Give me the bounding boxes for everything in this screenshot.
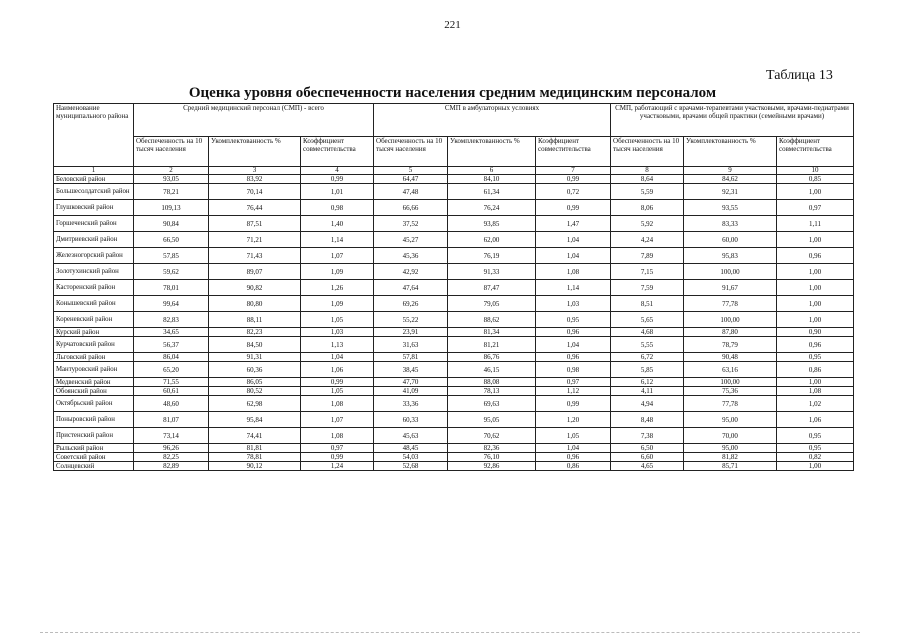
table-cell: 91,31: [209, 353, 301, 362]
table-row: [54, 362, 854, 378]
table-cell: 48,60: [134, 396, 209, 412]
table-cell: 0,95: [777, 444, 854, 453]
table-cell: 1,14: [536, 280, 611, 296]
table-cell: 1,03: [536, 296, 611, 312]
column-index: 10: [777, 167, 854, 175]
table-row: [54, 337, 854, 353]
table-cell: 60,00: [684, 232, 777, 248]
header-provision: Обеспеченность на 10 тысяч населения: [611, 137, 684, 167]
table-cell: 88,62: [448, 312, 536, 328]
table-row: [54, 444, 854, 453]
table-cell: 81,07: [134, 412, 209, 428]
district-name: Курский район: [54, 328, 134, 337]
district-name: Кореневский район: [54, 312, 134, 328]
table-row: [54, 378, 854, 387]
table-cell: 1,01: [301, 184, 374, 200]
table-cell: 75,36: [684, 387, 777, 396]
table-cell: 82,89: [134, 462, 209, 471]
table-cell: 87,51: [209, 216, 301, 232]
table-cell: 76,10: [448, 453, 536, 462]
district-name: Октябрьский район: [54, 396, 134, 412]
table-cell: 78,01: [134, 280, 209, 296]
table-cell: 4,68: [611, 328, 684, 337]
table-cell: 1,12: [536, 387, 611, 396]
table-cell: 5,59: [611, 184, 684, 200]
table-cell: 95,05: [448, 412, 536, 428]
table-cell: 5,55: [611, 337, 684, 353]
table-cell: 100,00: [684, 312, 777, 328]
table-cell: 41,09: [374, 387, 448, 396]
table-cell: 91,67: [684, 280, 777, 296]
table-row: [54, 312, 854, 328]
table-cell: 1,47: [536, 216, 611, 232]
table-cell: 4,94: [611, 396, 684, 412]
table-cell: 57,85: [134, 248, 209, 264]
district-name: Дмитриевский район: [54, 232, 134, 248]
district-name: Горшеченский район: [54, 216, 134, 232]
table-cell: 62,98: [209, 396, 301, 412]
table-cell: 55,22: [374, 312, 448, 328]
table-cell: 100,00: [684, 264, 777, 280]
table-row: [54, 353, 854, 362]
table-cell: 4,11: [611, 387, 684, 396]
table-cell: 95,00: [684, 444, 777, 453]
table-cell: 82,25: [134, 453, 209, 462]
district-name: Солнцевский: [54, 462, 134, 471]
table-row: [54, 280, 854, 296]
table-cell: 78,13: [448, 387, 536, 396]
table-cell: 1,07: [301, 412, 374, 428]
table-cell: 95,00: [684, 412, 777, 428]
table-cell: 93,05: [134, 175, 209, 184]
table-cell: 1,09: [301, 296, 374, 312]
header-district-name: Наименование муниципального района: [54, 104, 134, 167]
table-cell: 0,72: [536, 184, 611, 200]
table-cell: 0,99: [301, 453, 374, 462]
table-cell: 88,08: [448, 378, 536, 387]
table-cell: 80,80: [209, 296, 301, 312]
table-cell: 0,85: [777, 175, 854, 184]
table-cell: 81,21: [448, 337, 536, 353]
district-name: Курчатовский район: [54, 337, 134, 353]
table-cell: 1,08: [301, 396, 374, 412]
table-cell: 7,59: [611, 280, 684, 296]
table-cell: 95,83: [684, 248, 777, 264]
table-cell: 60,33: [374, 412, 448, 428]
table-cell: 7,89: [611, 248, 684, 264]
table-cell: 38,45: [374, 362, 448, 378]
table-cell: 47,64: [374, 280, 448, 296]
table-cell: 8,51: [611, 296, 684, 312]
table-cell: 99,64: [134, 296, 209, 312]
table-cell: 4,24: [611, 232, 684, 248]
table-cell: 78,79: [684, 337, 777, 353]
table-cell: 1,00: [777, 264, 854, 280]
table-cell: 63,16: [684, 362, 777, 378]
table-cell: 81,82: [684, 453, 777, 462]
staffing-table: [53, 103, 854, 471]
table-cell: 88,11: [209, 312, 301, 328]
table-cell: 1,09: [301, 264, 374, 280]
table-cell: 54,03: [374, 453, 448, 462]
table-cell: 66,66: [374, 200, 448, 216]
table-cell: 0,99: [301, 175, 374, 184]
table-cell: 6,72: [611, 353, 684, 362]
table-cell: 69,26: [374, 296, 448, 312]
table-cell: 1,08: [301, 428, 374, 444]
table-cell: 5,65: [611, 312, 684, 328]
table-cell: 1,03: [301, 328, 374, 337]
table-cell: 90,84: [134, 216, 209, 232]
district-name: Обоянский район: [54, 387, 134, 396]
header-group-primary: СМП, работающий с врачами-терапевтами участковыми, врачами-педиатрами участковыми, врачами общей практики (семейными врачами): [611, 104, 854, 137]
table-cell: 81,34: [448, 328, 536, 337]
table-cell: 0,96: [536, 453, 611, 462]
table-cell: 23,91: [374, 328, 448, 337]
column-index: 9: [684, 167, 777, 175]
column-index: 3: [209, 167, 301, 175]
header-staffing: Укомплектованность %: [448, 137, 536, 167]
table-cell: 4,65: [611, 462, 684, 471]
table-cell: 76,19: [448, 248, 536, 264]
table-cell: 37,52: [374, 216, 448, 232]
table-cell: 1,11: [777, 216, 854, 232]
table-cell: 0,86: [536, 462, 611, 471]
table-cell: 1,13: [301, 337, 374, 353]
table-row: [54, 216, 854, 232]
district-name: Советский район: [54, 453, 134, 462]
table-cell: 0,99: [536, 175, 611, 184]
district-name: Касторенский район: [54, 280, 134, 296]
table-cell: 34,65: [134, 328, 209, 337]
table-cell: 0,99: [536, 396, 611, 412]
staffing-table-container: [53, 103, 853, 471]
district-name: Железногорский район: [54, 248, 134, 264]
table-cell: 0,82: [777, 453, 854, 462]
table-cell: 78,21: [134, 184, 209, 200]
table-cell: 69,63: [448, 396, 536, 412]
table-cell: 1,00: [777, 296, 854, 312]
table-cell: 76,44: [209, 200, 301, 216]
table-row: [54, 462, 854, 471]
table-cell: 1,05: [301, 312, 374, 328]
table-cell: 86,05: [209, 378, 301, 387]
district-name: Пристенский район: [54, 428, 134, 444]
table-cell: 0,99: [301, 378, 374, 387]
header-provision: Обеспеченность на 10 тысяч населения: [134, 137, 209, 167]
table-cell: 1,04: [536, 248, 611, 264]
table-cell: 86,76: [448, 353, 536, 362]
district-name: Мантуровский район: [54, 362, 134, 378]
table-cell: 1,08: [536, 264, 611, 280]
table-cell: 95,84: [209, 412, 301, 428]
district-name: Конышевский район: [54, 296, 134, 312]
table-cell: 59,62: [134, 264, 209, 280]
table-cell: 1,07: [301, 248, 374, 264]
table-cell: 85,71: [684, 462, 777, 471]
table-cell: 0,97: [301, 444, 374, 453]
table-cell: 1,05: [536, 428, 611, 444]
table-row: [54, 232, 854, 248]
table-row: [54, 264, 854, 280]
table-cell: 1,00: [777, 280, 854, 296]
table-cell: 1,04: [536, 337, 611, 353]
table-row: [54, 387, 854, 396]
header-group-total: Средний медицинский персонал (СМП) - всего: [134, 104, 374, 137]
table-cell: 77,78: [684, 296, 777, 312]
table-cell: 62,00: [448, 232, 536, 248]
table-cell: 89,07: [209, 264, 301, 280]
table-cell: 84,10: [448, 175, 536, 184]
table-cell: 82,23: [209, 328, 301, 337]
table-cell: 1,04: [536, 232, 611, 248]
table-cell: 33,36: [374, 396, 448, 412]
table-cell: 1,14: [301, 232, 374, 248]
table-cell: 1,00: [777, 378, 854, 387]
table-cell: 73,14: [134, 428, 209, 444]
table-cell: 66,50: [134, 232, 209, 248]
table-cell: 0,96: [536, 328, 611, 337]
table-cell: 81,81: [209, 444, 301, 453]
table-cell: 6,60: [611, 453, 684, 462]
table-cell: 82,83: [134, 312, 209, 328]
table-row: [54, 184, 854, 200]
table-cell: 79,05: [448, 296, 536, 312]
table-caption: Таблица 13: [766, 68, 833, 83]
table-cell: 84,50: [209, 337, 301, 353]
table-row: [54, 328, 854, 337]
table-cell: 8,48: [611, 412, 684, 428]
table-cell: 109,13: [134, 200, 209, 216]
table-cell: 86,04: [134, 353, 209, 362]
table-row: [54, 248, 854, 264]
district-name: Большесолдатский район: [54, 184, 134, 200]
table-cell: 0,98: [301, 200, 374, 216]
table-cell: 0,96: [777, 337, 854, 353]
header-coefficient: Коэффициент совместительства: [301, 137, 374, 167]
table-cell: 0,95: [536, 312, 611, 328]
header-staffing: Укомплектованность %: [684, 137, 777, 167]
table-cell: 52,68: [374, 462, 448, 471]
table-row: [54, 428, 854, 444]
table-cell: 71,21: [209, 232, 301, 248]
table-cell: 31,63: [374, 337, 448, 353]
table-cell: 1,00: [777, 232, 854, 248]
table-cell: 45,27: [374, 232, 448, 248]
table-cell: 1,04: [301, 353, 374, 362]
table-cell: 6,50: [611, 444, 684, 453]
table-cell: 70,14: [209, 184, 301, 200]
table-cell: 8,64: [611, 175, 684, 184]
table-cell: 1,24: [301, 462, 374, 471]
table-cell: 76,24: [448, 200, 536, 216]
table-cell: 1,20: [536, 412, 611, 428]
table-cell: 1,05: [301, 387, 374, 396]
table-cell: 1,00: [777, 184, 854, 200]
table-cell: 0,95: [777, 428, 854, 444]
table-cell: 7,15: [611, 264, 684, 280]
table-cell: 45,63: [374, 428, 448, 444]
district-name: Беловский район: [54, 175, 134, 184]
table-cell: 90,82: [209, 280, 301, 296]
table-cell: 1,04: [536, 444, 611, 453]
table-cell: 96,26: [134, 444, 209, 453]
table-body: [54, 175, 854, 471]
district-name: Поныровский район: [54, 412, 134, 428]
table-cell: 1,06: [777, 412, 854, 428]
table-row: [54, 396, 854, 412]
column-index: 4: [301, 167, 374, 175]
table-cell: 92,86: [448, 462, 536, 471]
footer-divider: [40, 632, 860, 633]
table-cell: 74,41: [209, 428, 301, 444]
table-cell: 92,31: [684, 184, 777, 200]
table-cell: 100,00: [684, 378, 777, 387]
table-cell: 0,95: [777, 353, 854, 362]
table-cell: 82,36: [448, 444, 536, 453]
column-index: 7: [536, 167, 611, 175]
table-row: [54, 412, 854, 428]
table-cell: 91,33: [448, 264, 536, 280]
table-cell: 0,99: [536, 200, 611, 216]
table-cell: 78,81: [209, 453, 301, 462]
table-cell: 77,78: [684, 396, 777, 412]
table-cell: 80,52: [209, 387, 301, 396]
table-cell: 83,33: [684, 216, 777, 232]
table-row: [54, 453, 854, 462]
table-cell: 61,34: [448, 184, 536, 200]
table-cell: 1,40: [301, 216, 374, 232]
header-group-outpatient: СМП в амбулаторных условиях: [374, 104, 611, 137]
table-cell: 84,62: [684, 175, 777, 184]
document-title: Оценка уровня обеспеченности населения средним медицинским персоналом: [188, 85, 717, 101]
table-cell: 6,12: [611, 378, 684, 387]
table-cell: 1,06: [301, 362, 374, 378]
table-cell: 1,26: [301, 280, 374, 296]
table-cell: 1,00: [777, 312, 854, 328]
table-cell: 42,92: [374, 264, 448, 280]
table-cell: 0,98: [536, 362, 611, 378]
table-cell: 5,92: [611, 216, 684, 232]
table-cell: 48,45: [374, 444, 448, 453]
table-cell: 71,43: [209, 248, 301, 264]
table-cell: 60,36: [209, 362, 301, 378]
district-name: Золотухинский район: [54, 264, 134, 280]
table-cell: 93,55: [684, 200, 777, 216]
table-cell: 90,12: [209, 462, 301, 471]
table-cell: 83,92: [209, 175, 301, 184]
table-cell: 0,97: [536, 378, 611, 387]
column-index: 8: [611, 167, 684, 175]
table-cell: 5,85: [611, 362, 684, 378]
column-index: 2: [134, 167, 209, 175]
district-name: Рыльский район: [54, 444, 134, 453]
table-row: [54, 200, 854, 216]
table-cell: 0,97: [777, 200, 854, 216]
table-cell: 71,55: [134, 378, 209, 387]
table-cell: 70,62: [448, 428, 536, 444]
header-provision: Обеспеченность на 10 тысяч населения: [374, 137, 448, 167]
table-cell: 1,02: [777, 396, 854, 412]
table-cell: 65,20: [134, 362, 209, 378]
table-cell: 1,00: [777, 462, 854, 471]
header-coefficient: Коэффициент совместительства: [777, 137, 854, 167]
page-number: 221: [444, 19, 461, 31]
district-name: Медвенский район: [54, 378, 134, 387]
table-cell: 0,96: [536, 353, 611, 362]
table-cell: 64,47: [374, 175, 448, 184]
district-name: Льговский район: [54, 353, 134, 362]
table-cell: 87,80: [684, 328, 777, 337]
table-cell: 93,85: [448, 216, 536, 232]
table-cell: 46,15: [448, 362, 536, 378]
table-cell: 1,08: [777, 387, 854, 396]
table-cell: 0,90: [777, 328, 854, 337]
table-cell: 90,48: [684, 353, 777, 362]
table-cell: 0,96: [777, 248, 854, 264]
table-cell: 87,47: [448, 280, 536, 296]
table-cell: 56,37: [134, 337, 209, 353]
header-staffing: Укомплектованность %: [209, 137, 301, 167]
table-cell: 8,06: [611, 200, 684, 216]
table-cell: 45,36: [374, 248, 448, 264]
column-index: 1: [54, 167, 134, 175]
table-cell: 47,70: [374, 378, 448, 387]
table-cell: 47,48: [374, 184, 448, 200]
table-cell: 70,00: [684, 428, 777, 444]
header-coefficient: Коэффициент совместительства: [536, 137, 611, 167]
table-cell: 57,81: [374, 353, 448, 362]
table-cell: 0,86: [777, 362, 854, 378]
column-index: 6: [448, 167, 536, 175]
table-cell: 7,38: [611, 428, 684, 444]
table-cell: 60,61: [134, 387, 209, 396]
column-index: 5: [374, 167, 448, 175]
column-index-row: [54, 167, 854, 175]
district-name: Глушковский район: [54, 200, 134, 216]
table-row: [54, 296, 854, 312]
table-row: [54, 175, 854, 184]
